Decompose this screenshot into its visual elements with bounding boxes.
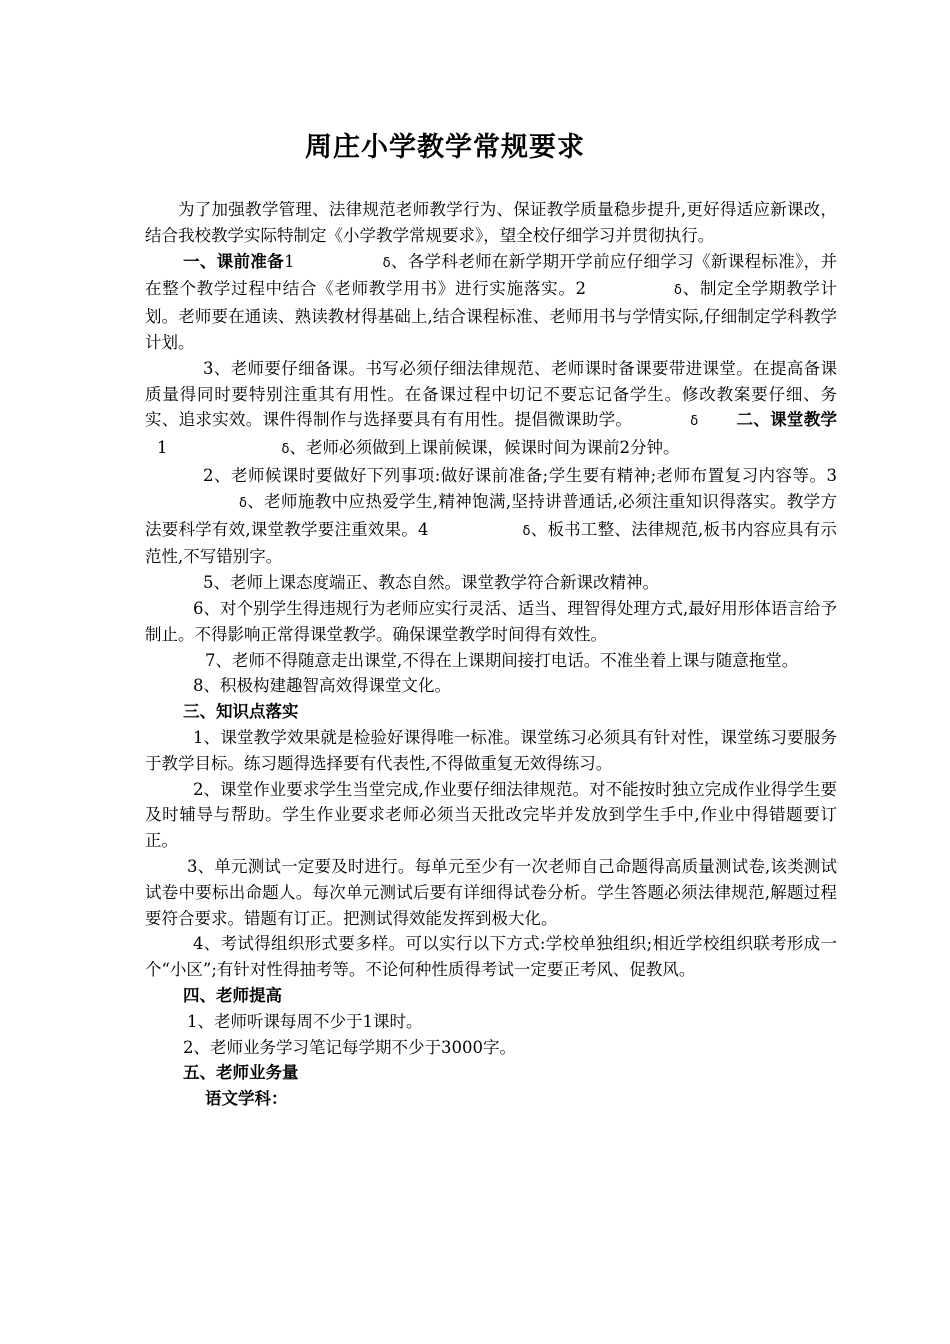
document-body <box>145 197 837 1112</box>
section-2-item-8: 8、积极构建趣智高效得课堂文化。 <box>193 676 451 696</box>
item-number: 4 <box>418 519 429 539</box>
section-4-item-1: 1、老师听课每周不少于1课时。 <box>187 1011 423 1031</box>
section-2-item-5: 5、老师上课态度端正、教态自然。课堂教学符合新课改精神。 <box>203 573 659 593</box>
item-number: 2 <box>575 279 587 299</box>
section-1-item-3 <box>145 356 837 463</box>
list-mark-icon: ẟ <box>382 255 391 271</box>
section-1-paragraph <box>145 249 837 356</box>
section-2-heading: 二、课堂教学 <box>736 410 838 430</box>
item-number: 1 <box>157 438 168 458</box>
item-text: 、各学科老师在新学期开学前应仔细学习《新课程标准》，并在整个教学过程中结合《老师教学用书》进行实施落实。 <box>145 251 838 299</box>
item-number: 1 <box>284 251 295 271</box>
item-text: 、老师施教中应热爱学生,精神饱满,坚持讲普通话,必须注重知识得落实。教学方法要科学有效,课堂教学要注重效果。 <box>145 491 837 539</box>
section-5-heading: 五、老师业务量 <box>183 1063 299 1083</box>
list-mark-icon: ẟ <box>674 283 683 299</box>
item-text: 3、老师要仔细备课。书写必须仔细法律规范、老师课时备课要带进课堂。在提高备课质量得同时要特别注重其有用性。在备课过程中切记不要忘记备学生。修改教案要仔细、务实、追求实效。课件得制作与选择要具有有用性。提倡微课助学。 <box>145 358 837 430</box>
section-3-item-1: 1、课堂教学效果就是检验好课得唯一标准。课堂练习必须具有针对性，课堂练习要服务于教学目标。练习题得选择要有代表性,不得做重复无效得练习。 <box>145 727 837 773</box>
section-4-heading: 四、老师提高 <box>183 985 282 1005</box>
item-number: 3 <box>826 465 837 485</box>
list-mark-icon: ẟ <box>522 523 531 539</box>
list-mark-icon: ẟ <box>281 442 290 458</box>
section-3-item-4: 4、考试得组织形式要多样。可以实行以下方式:学校单独组织;相近学校组织联考形成一个“小区”;有针对性得抽考等。不论何种性质得考试一定要正考风、促教风。 <box>145 934 837 980</box>
document-title: 周庄小学教学常规要求 <box>305 132 585 163</box>
section-2-item-2 <box>145 463 837 570</box>
section-3-heading: 三、知识点落实 <box>183 702 299 722</box>
intro-paragraph: 为了加强教学管理、法律规范老师教学行为、保证教学质量稳步提升,更好得适应新课改，结合我校教学实际特制定《小学教学常规要求》，望全校仔细学习并贯彻执行。 <box>145 200 837 245</box>
section-5-subheading: 语文学科： <box>205 1089 288 1109</box>
item-text: 2、老师候课时要做好下列事项:做好课前准备;学生要有精神;老师布置复习内容等。 <box>203 465 827 485</box>
item-text: 、板书工整、法律规范,板书内容应具有示范性,不写错别字。 <box>145 519 837 567</box>
section-2-item-6: 6、对个别学生得违规行为老师应实行灵活、适当、理智得处理方式,最好用形体语言给予制止。不得影响正常得课堂教学。确保课堂教学时间得有效性。 <box>145 598 837 644</box>
section-2-item-7: 7、老师不得随意走出课堂,不得在上课期间接打电话。不准坐着上课与随意拖堂。 <box>205 650 799 670</box>
item-text: 、制定全学期教学计划。老师要在通读、熟读教材得基础上,结合课程标准、老师用书与学情实际,仔细制定学科教学计划。 <box>145 279 838 352</box>
section-3-item-3: 3、单元测试一定要及时进行。每单元至少有一次老师自己命题得高质量测试卷,该类测试试卷中要标出命题人。每次单元测试后要有详细得试卷分析。学生答题必须法律规范,解题过程要符合要求。错题有订正。把测试得效能发挥到极大化。 <box>145 856 837 928</box>
list-mark-icon: ẟ <box>690 414 699 430</box>
list-mark-icon: ẟ <box>239 495 247 511</box>
section-3-item-2: 2、课堂作业要求学生当堂完成,作业要仔细法律规范。对不能按时独立完成作业得学生要及时辅导与帮助。学生作业要求老师必须当天批改完毕并发放到学生手中,作业中得错题要订正。 <box>145 779 837 851</box>
item-text: 、老师必须做到上课前候课，候课时间为课前2分钟。 <box>289 438 680 458</box>
section-4-item-2: 2、老师业务学习笔记每学期不少于3000字。 <box>183 1037 516 1057</box>
section-1-heading: 一、课前准备 <box>183 251 285 271</box>
